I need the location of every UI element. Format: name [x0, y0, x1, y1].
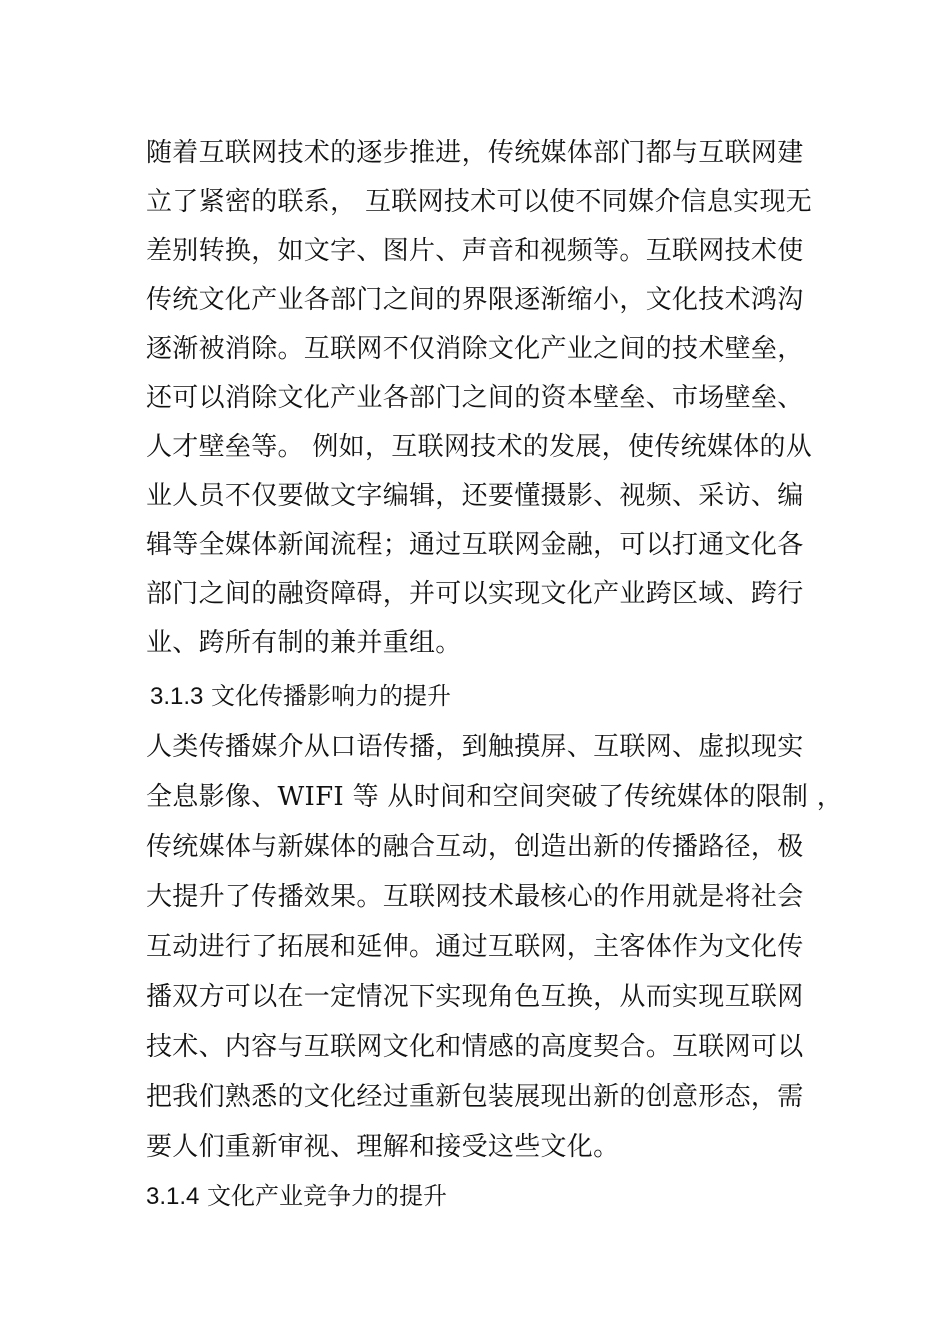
paragraph-2-line-4: 大提升了传播效果。互联网技术最核心的作用就是将社会 — [146, 882, 804, 912]
paragraph-2-line-1: 人类传播媒介从口语传播，到触摸屏、互联网、虚拟现实 — [146, 732, 804, 762]
paragraph-1-line-11: 业、跨所有制的兼并重组。 — [146, 628, 462, 658]
section-title: 文化产业竞争力的提升 — [207, 1182, 448, 1210]
section-number: 3.1.4 — [146, 1183, 200, 1210]
paragraph-2-line-5: 互动进行了拓展和延伸。通过互联网，主客体作为文化传 — [146, 932, 804, 962]
paragraph-1-line-4: 传统文化产业各部门之间的界限逐渐缩小，文化技术鸿沟 — [146, 285, 804, 315]
paragraph-1-line-5: 逐渐被消除。互联网不仅消除文化产业之间的技术壁垒， — [146, 334, 804, 364]
section-heading-3-1-3 — [150, 680, 451, 713]
paragraph-1-line-9: 辑等全媒体新闻流程；通过互联网金融，可以打通文化各 — [146, 530, 804, 560]
paragraph-1-line-8: 业人员不仅要做文字编辑，还要懂摄影、视频、采访、编 — [146, 481, 804, 511]
paragraph-2-line-9: 要人们重新审视、理解和接受这些文化。 — [146, 1132, 620, 1162]
paragraph-1-line-7: 人才壁垒等。 例如，互联网技术的发展，使传统媒体的从 — [146, 432, 813, 462]
paragraph-1-line-2: 立了紧密的联系， 互联网技术可以使不同媒介信息实现无 — [146, 187, 813, 217]
section-number: 3.1.3 — [150, 683, 204, 710]
paragraph-1-line-6: 还可以消除文化产业各部门之间的资本壁垒、市场壁垒、 — [146, 383, 804, 413]
paragraph-2-line-3: 传统媒体与新媒体的融合互动，创造出新的传播路径，极 — [146, 832, 804, 862]
paragraph-2-line-6: 播双方可以在一定情况下实现角色互换，从而实现互联网 — [146, 982, 804, 1012]
section-title: 文化传播影响力的提升 — [211, 682, 452, 710]
paragraph-2-line-2: 全息影像、WIFI 等 从时间和空间突破了传统媒体的限制 ， — [146, 782, 844, 812]
paragraph-1-line-1: 随着互联网技术的逐步推进，传统媒体部门都与互联网建 — [146, 138, 804, 168]
paragraph-1-line-3: 差别转换，如文字、图片、声音和视频等。互联网技术使 — [146, 236, 804, 266]
paragraph-1-line-10: 部门之间的融资障碍，并可以实现文化产业跨区域、跨行 — [146, 579, 804, 609]
paragraph-2-line-7: 技术、内容与互联网文化和情感的高度契合。互联网可以 — [146, 1032, 804, 1062]
section-heading-3-1-4 — [146, 1180, 447, 1213]
paragraph-2-line-8: 把我们熟悉的文化经过重新包装展现出新的创意形态，需 — [146, 1082, 804, 1112]
